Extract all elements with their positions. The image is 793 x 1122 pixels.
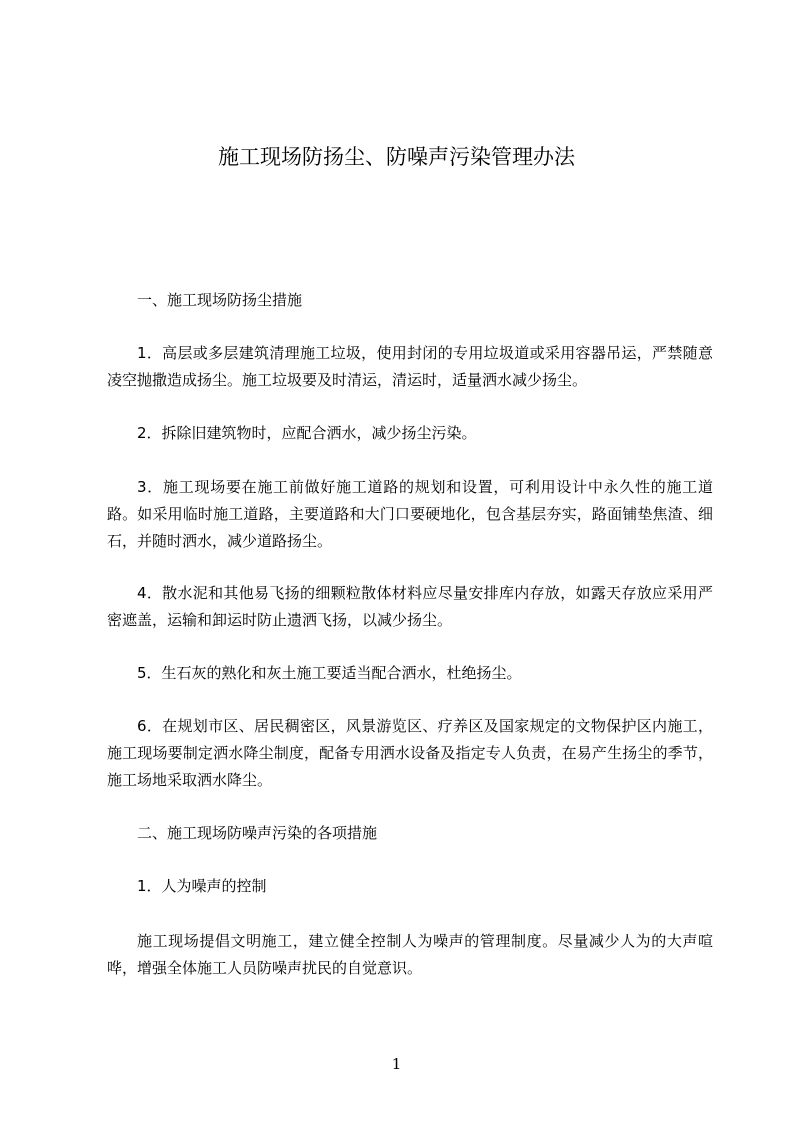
dust-measure-4: 4．散水泥和其他易飞扬的细颗粒散体材料应尽量安排库内存放，如露天存放应采用严密遮盖，运输和卸运时防止遗洒飞扬，以减少扬尘。	[107, 584, 713, 629]
page-number: 1	[391, 1055, 402, 1073]
section-heading-dust: 一、施工现场防扬尘措施	[137, 291, 303, 309]
dust-measure-1: 1．高层或多层建筑清理施工垃圾，使用封闭的专用垃圾道或采用容器吊运，严禁随意凌空抛撒造成扬尘。施工垃圾要及时清运，清运时，适量洒水减少扬尘。	[107, 344, 713, 389]
section-heading-noise: 二、施工现场防噪声污染的各项措施	[137, 824, 378, 842]
dust-measure-3: 3．施工现场要在施工前做好施工道路的规划和设置，可利用设计中永久性的施工道路。如采用临时施工道路，主要道路和大门口要硬地化，包含基层夯实，路面铺垫焦渣、细石，并随时洒水，减少道路扬尘。	[107, 478, 713, 550]
dust-measure-6: 6．在规划市区、居民稠密区，风景游览区、疗养区及国家规定的文物保护区内施工，施工现场要制定洒水降尘制度，配备专用洒水设备及指定专人负责，在易产生扬尘的季节，施工场地采取洒水降尘。	[107, 717, 713, 789]
dust-measure-5: 5．生石灰的熟化和灰土施工要适当配合洒水，杜绝扬尘。	[137, 664, 522, 682]
dust-measure-2: 2．拆除旧建筑物时，应配合洒水，减少扬尘污染。	[137, 424, 477, 442]
noise-subheading-human: 1．人为噪声的控制	[137, 877, 267, 895]
document-title: 施工现场防扬尘、防噪声污染管理办法	[218, 145, 575, 169]
noise-paragraph-human: 施工现场提倡文明施工，建立健全控制人为噪声的管理制度。尽量减少人为的大声喧哗，增强全体施工人员防噪声扰民的自觉意识。	[107, 932, 713, 977]
